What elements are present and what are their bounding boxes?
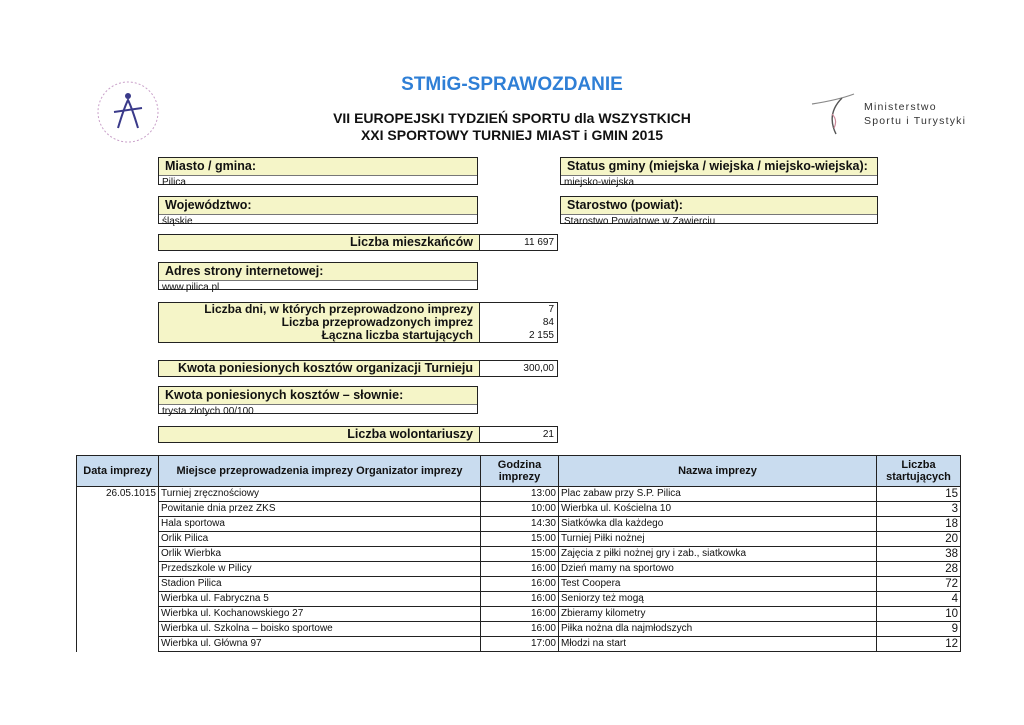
table-header-row: [77, 456, 961, 487]
table-row: [77, 532, 961, 547]
table-row: [77, 517, 961, 532]
cell-count: 10: [877, 607, 961, 622]
city-value: Pilica: [162, 177, 186, 188]
events-count-label: Liczba przeprowadzonych imprez: [159, 316, 480, 329]
city-field: [158, 157, 478, 188]
event-subtitle: VII EUROPEJSKI TYDZIEŃ SPORTU dla WSZYSTKICH: [333, 110, 691, 126]
table-row: [77, 502, 961, 517]
cell-count: 4: [877, 592, 961, 607]
cell-place: Hala sportowa: [159, 517, 481, 532]
cell-time: 16:00: [481, 607, 559, 622]
events-count-value: 84: [542, 317, 554, 328]
cell-name: Piłka nożna dla najmłodszych: [559, 622, 877, 637]
cell-date: [77, 517, 159, 532]
cell-date: [77, 607, 159, 622]
cell-place: Wierbka ul. Kochanowskiego 27: [159, 607, 481, 622]
days-value: 7: [548, 304, 554, 315]
cell-count: 9: [877, 622, 961, 637]
population-row: [158, 234, 558, 251]
table-row: [77, 577, 961, 592]
ministry-line-1: Ministerstwo: [864, 101, 937, 113]
cell-date: [77, 532, 159, 547]
cell-place: Orlik Pilica: [159, 532, 481, 547]
costs-value: 300,00: [523, 363, 554, 374]
cell-name: Siatkówka dla każdego: [559, 517, 877, 532]
header-place: Miejsce przeprowadzenia imprezy Organizator imprezy: [159, 456, 481, 487]
website-value: www.pilica.pl: [162, 282, 220, 293]
population-label: Liczba mieszkańców: [159, 235, 480, 250]
cell-time: 15:00: [481, 532, 559, 547]
ministry-logo: [808, 90, 858, 138]
header-time: Godzina imprezy: [481, 456, 559, 487]
costs-row: [158, 360, 558, 377]
county-label: Starostwo (powiat):: [561, 197, 877, 215]
cell-date: [77, 592, 159, 607]
table-row: [77, 487, 961, 502]
cell-count: 12: [877, 637, 961, 652]
cell-place: Przedszkole w Pilicy: [159, 562, 481, 577]
ministry-line-2: Sportu i Turystyki: [864, 115, 967, 127]
status-field: [560, 157, 878, 188]
cell-date: [77, 502, 159, 517]
cell-count: 72: [877, 577, 961, 592]
costs-words-label: Kwota poniesionych kosztów – słownie:: [159, 387, 477, 405]
voivodeship-field: [158, 196, 478, 227]
report-title: STMiG-SPRAWOZDANIE: [401, 74, 623, 95]
cell-time: 16:00: [481, 577, 559, 592]
cell-place: Wierbka ul. Fabryczna 5: [159, 592, 481, 607]
costs-words-value: trysta złotych 00/100: [162, 406, 254, 417]
cell-name: Test Coopera: [559, 577, 877, 592]
city-label: Miasto / gmina:: [159, 158, 477, 176]
cell-name: Seniorzy też mogą: [559, 592, 877, 607]
website-label: Adres strony internetowej:: [159, 263, 477, 281]
cell-date: [77, 547, 159, 562]
website-field: [158, 262, 478, 293]
costs-words-field: [158, 386, 478, 417]
cell-time: 13:00: [481, 487, 559, 502]
header-date: Data imprezy: [77, 456, 159, 487]
cell-place: Stadion Pilica: [159, 577, 481, 592]
cell-date: [77, 562, 159, 577]
table-row: [77, 547, 961, 562]
table-row: [77, 592, 961, 607]
cell-name: Młodzi na start: [559, 637, 877, 652]
cell-place: Powitanie dnia przez ZKS: [159, 502, 481, 517]
cell-date: [77, 577, 159, 592]
population-value: 11 697: [524, 237, 554, 248]
county-field: [560, 196, 878, 227]
voivodeship-label: Województwo:: [159, 197, 477, 215]
volunteers-value: 21: [542, 429, 554, 440]
cell-count: 38: [877, 547, 961, 562]
cell-place: Wierbka ul. Szkolna – boisko sportowe: [159, 622, 481, 637]
volunteers-label: Liczba wolontariuszy: [159, 427, 480, 442]
cell-count: 20: [877, 532, 961, 547]
cell-time: 14:30: [481, 517, 559, 532]
cell-date: 26.05.1015: [77, 487, 159, 502]
cell-name: Plac zabaw przy S.P. Pilica: [559, 487, 877, 502]
table-row: [77, 607, 961, 622]
table-row: [77, 562, 961, 577]
cell-name: Zajęcia z piłki nożnej gry i zab., siatkowka: [559, 547, 877, 562]
cell-place: Wierbka ul. Główna 97: [159, 637, 481, 652]
cell-time: 16:00: [481, 622, 559, 637]
status-label: Status gminy (miejska / wiejska / miejsko-wiejska):: [561, 158, 877, 176]
header-name: Nazwa imprezy: [559, 456, 877, 487]
cell-name: Wierbka ul. Kościelna 10: [559, 502, 877, 517]
volunteers-row: [158, 426, 558, 443]
cell-date: [77, 622, 159, 637]
ministry-name: [864, 100, 966, 128]
cell-name: Turniej Piłki nożnej: [559, 532, 877, 547]
costs-label: Kwota poniesionych kosztów organizacji Turnieju: [159, 361, 480, 376]
table-row: [77, 637, 961, 652]
cell-name: Zbieramy kilometry: [559, 607, 877, 622]
cell-time: 16:00: [481, 592, 559, 607]
participants-label: Łączna liczba startujących: [159, 329, 480, 342]
header-count: Liczba startujących: [877, 456, 961, 487]
cell-time: 17:00: [481, 637, 559, 652]
cell-time: 10:00: [481, 502, 559, 517]
participants-row: [159, 329, 557, 342]
voivodeship-value: śląskie: [162, 216, 193, 227]
cell-count: 15: [877, 487, 961, 502]
cell-time: 15:00: [481, 547, 559, 562]
cell-place: Turniej zręcznościowy: [159, 487, 481, 502]
days-label: Liczba dni, w których przeprowadzono imprezy: [159, 303, 480, 316]
participants-value: 2 155: [528, 330, 554, 341]
status-value: miejsko-wiejska: [564, 177, 635, 188]
stats-block: [158, 302, 558, 343]
county-value: Starostwo Powiatowe w Zawierciu: [564, 216, 716, 227]
cell-count: 3: [877, 502, 961, 517]
cell-time: 16:00: [481, 562, 559, 577]
cell-count: 18: [877, 517, 961, 532]
cell-date: [77, 637, 159, 652]
events-table: [76, 455, 961, 652]
tournament-subtitle: XXI SPORTOWY TURNIEJ MIAST i GMIN 2015: [360, 127, 664, 143]
cell-place: Orlik Wierbka: [159, 547, 481, 562]
cell-name: Dzień mamy na sportowo: [559, 562, 877, 577]
cell-count: 28: [877, 562, 961, 577]
table-row: [77, 622, 961, 637]
